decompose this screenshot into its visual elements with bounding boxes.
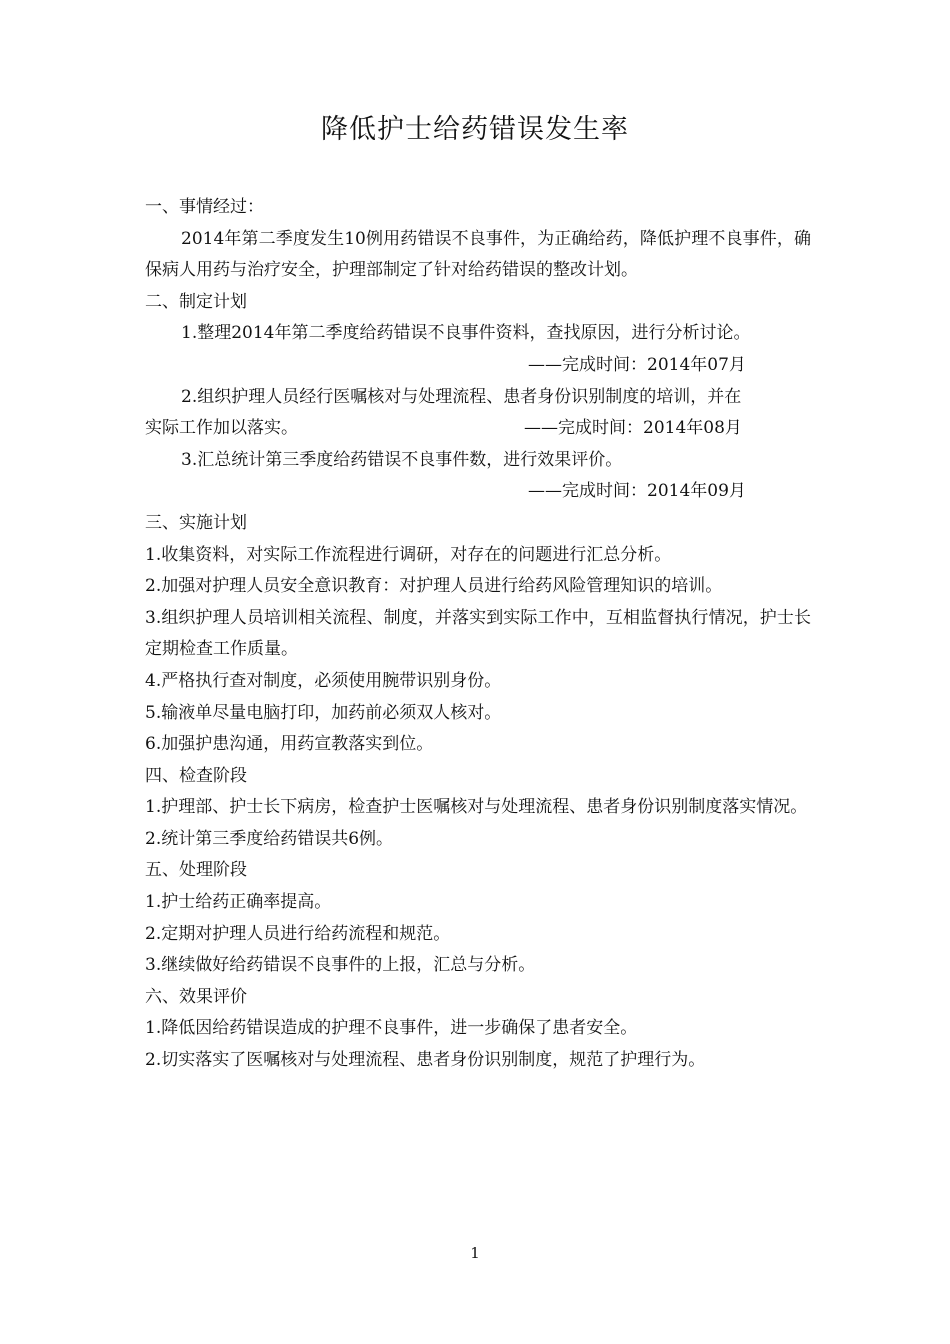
impl-item-5: 5.输液单尽量电脑打印，加药前必须双人核对。 — [145, 702, 502, 723]
section-1-paragraph: 2014年第二季度发生10例用药错误不良事件，为正确给药，降低护理不良事件，确保病人用药与治疗安全，护理部制定了针对给药错误的整改计划。 — [145, 228, 811, 281]
plan-item-3-time: ——完成时间：2014年09月 — [528, 481, 746, 502]
effect-item-2: 2.切实落实了医嘱核对与处理流程、患者身份识别制度，规范了护理行为。 — [145, 1050, 706, 1071]
impl-item-3: 3.组织护理人员培训相关流程、制度，并落实到实际工作中，互相监督执行情况，护士长定期检查工作质量。 — [145, 607, 811, 660]
section-heading-4: 四、检查阶段 — [145, 765, 247, 786]
plan-item-2: 2.组织护理人员经行医嘱核对与处理流程、患者身份识别制度的培训，并在 — [181, 386, 742, 407]
impl-item-6: 6.加强护患沟通，用药宣教落实到位。 — [145, 734, 434, 755]
handle-item-3: 3.继续做好给药错误不良事件的上报，汇总与分析。 — [145, 955, 536, 976]
plan-item-2-cont — [145, 413, 811, 445]
effect-item-1: 1.降低因给药错误造成的护理不良事件，进一步确保了患者安全。 — [145, 1018, 638, 1039]
plan-item-2-time: ——完成时间：2014年08月 — [524, 418, 742, 439]
section-heading-2: 二、制定计划 — [145, 291, 247, 312]
handle-item-1: 1.护士给药正确率提高。 — [145, 892, 332, 913]
section-heading-5: 五、处理阶段 — [145, 860, 247, 881]
plan-item-3: 3.汇总统计第三季度给药错误不良事件数，进行效果评价。 — [181, 449, 623, 470]
impl-item-2: 2.加强对护理人员安全意识教育：对护理人员进行给药风险管理知识的培训。 — [145, 576, 723, 597]
section-heading-3: 三、实施计划 — [145, 512, 247, 533]
plan-item-1-time: ——完成时间：2014年07月 — [528, 354, 746, 375]
impl-item-1: 1.收集资料，对实际工作流程进行调研，对存在的问题进行汇总分析。 — [145, 544, 672, 565]
plan-item-1: 1.整理2014年第二季度给药错误不良事件资料，查找原因，进行分析讨论。 — [181, 323, 751, 344]
section-heading-1: 一、事情经过： — [145, 197, 264, 217]
document-body — [145, 192, 811, 1077]
plan-item-2-tail: 实际工作加以落实。 — [145, 418, 298, 439]
handle-item-2: 2.定期对护理人员进行给药流程和规范。 — [145, 923, 451, 944]
impl-item-4: 4.严格执行查对制度，必须使用腕带识别身份。 — [145, 670, 502, 691]
check-item-1: 1.护理部、护士长下病房，检查护士医嘱核对与处理流程、患者身份识别制度落实情况。 — [145, 797, 808, 818]
document-title: 降低护士给药错误发生率 — [321, 114, 629, 145]
page-number: 1 — [470, 1244, 480, 1262]
check-item-2: 2.统计第三季度给药错误共6例。 — [145, 828, 394, 849]
section-heading-6: 六、效果评价 — [145, 986, 247, 1007]
